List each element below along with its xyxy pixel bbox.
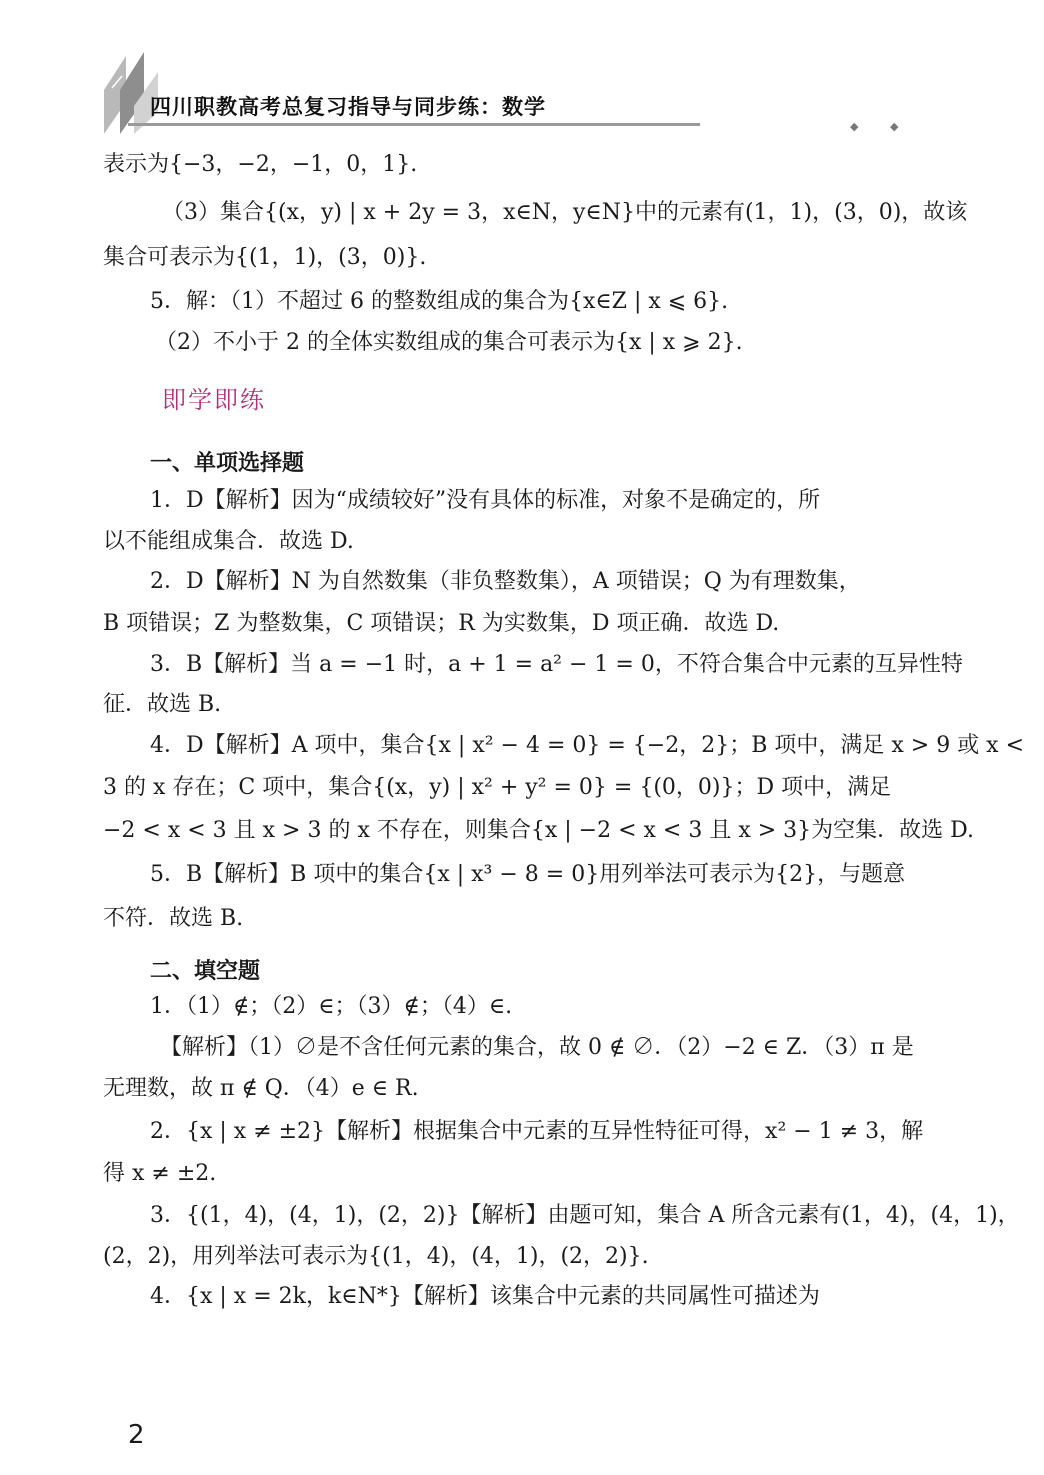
section-heading-fill-in: 二、填空题: [150, 959, 261, 984]
text-line: (2，2)，用列举法可表示为{(1，4)，(4，1)，(2，2)}.: [103, 1244, 649, 1269]
section-label: 即学即练: [162, 386, 266, 414]
header-rule: [128, 123, 700, 126]
text-line: 【解析】（1）∅是不含任何元素的集合，故 0 ∉ ∅．（2）−2 ∈ Z．（3）π 是: [160, 1035, 914, 1060]
text-line: 2．{x | x ≠ ±2}【解析】根据集合中元素的互异性特征可得，x² − 1 ≠ 3，解: [150, 1119, 924, 1144]
text-line: 无理数，故 π ∉ Q．（4）e ∈ R.: [103, 1076, 419, 1101]
text-line: 征．故选 B.: [103, 692, 222, 717]
text-line: 5．B【解析】B 项中的集合{x | x³ − 8 = 0}用列举法可表示为{2}，与题意: [150, 862, 906, 887]
text-line: 2．D【解析】N 为自然数集（非负整数集），A 项错误；Q 为有理数集，: [150, 569, 861, 594]
text-line: （3）集合{(x，y) | x + 2y = 3，x∈N，y∈N}中的元素有(1，1)，(3，0)，故该: [162, 200, 968, 225]
text-line: 3 的 x 存在；C 项中，集合{(x，y) | x² + y² = 0} = {(0，0)}；D 项中，满足: [103, 775, 892, 800]
text-line: （2）不小于 2 的全体实数组成的集合可表示为{x | x ⩾ 2}.: [155, 330, 743, 355]
text-line: 3．B【解析】当 a = −1 时，a + 1 = a² − 1 = 0，不符合集合中元素的互异性特: [150, 652, 963, 677]
text-line: 1．D【解析】因为“成绩较好”没有具体的标准，对象不是确定的，所: [150, 488, 821, 513]
section-heading-multiple-choice: 一、单项选择题: [150, 451, 305, 476]
text-line: 以不能组成集合．故选 D.: [103, 529, 354, 554]
text-line: −2 < x < 3 且 x > 3 的 x 不存在，则集合{x | −2 < x < 3 且 x > 3}为空集．故选 D.: [103, 818, 974, 843]
text-line: 3．{(1，4)，(4，1)，(2，2)}【解析】由题可知，集合 A 所含元素有(1，4)，(4，1)，: [150, 1203, 1020, 1228]
text-line: 表示为{−3，−2，−1，0，1}.: [103, 152, 418, 177]
text-line: 不符．故选 B.: [103, 906, 244, 931]
text-line: 得 x ≠ ±2.: [103, 1161, 217, 1186]
page-number: 2: [128, 1420, 145, 1450]
text-line: B 项错误；Z 为整数集，C 项错误；R 为实数集，D 项正确．故选 D.: [103, 611, 780, 636]
text-line: 4．D【解析】A 项中，集合{x | x² − 4 = 0} = {−2，2}；B 项中，满足 x > 9 或 x <: [150, 733, 1025, 758]
text-line: 4．{x | x = 2k，k∈N*}【解析】该集合中元素的共同属性可描述为: [150, 1284, 820, 1309]
book-title: 四川职教高考总复习指导与同步练：数学: [150, 95, 546, 119]
diamond-decoration-icon: ◆ ◆: [850, 120, 913, 133]
text-line: 1．（1）∉；（2）∈；（3）∉；（4）∈.: [150, 994, 513, 1019]
text-line: 5．解：（1）不超过 6 的整数组成的集合为{x∈Z | x ⩽ 6}.: [150, 289, 729, 314]
text-line: 集合可表示为{(1，1)，(3，0)}.: [103, 245, 427, 270]
